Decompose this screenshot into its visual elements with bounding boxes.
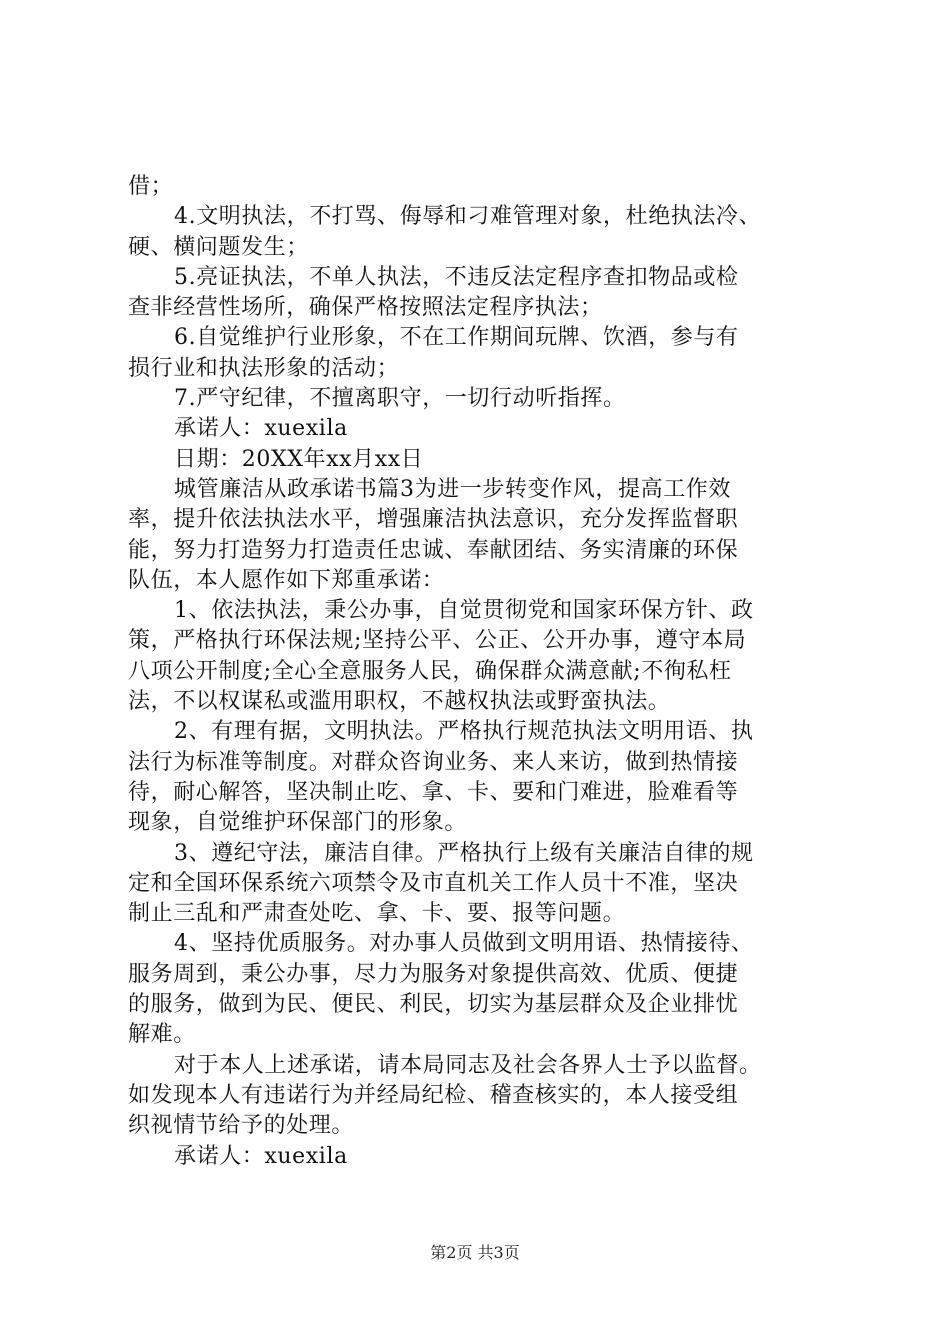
text-line: 解难。 [128,1022,196,1048]
document-body [128,172,840,1172]
text-line: 日期：20XX年xx月xx日 [174,446,424,472]
text-line: 队伍，本人愿作如下郑重承诺： [128,567,445,593]
text-line: 1、依法执法，秉公办事，自觉贯彻党和国家环保方针、政 [174,598,754,624]
text-line: 6.自觉维护行业形象，不在工作期间玩牌、饮酒，参与有 [174,325,739,351]
text-line: 承诺人：xuexila [174,1143,348,1169]
text-line: 如发现本人有违诺行为并经局纪检、稽查核实的，本人接受组 [128,1082,739,1108]
text-line: 借； [128,174,174,199]
text-line: 织视情节给予的处理。 [128,1113,355,1139]
text-line: 城管廉洁从政承诺书篇3为进一步转变作风，提高工作效 [174,476,731,502]
text-line: 4.文明执法，不打骂、侮辱和刁难管理对象，杜绝执法冷、 [174,204,762,230]
text-line: 策，严格执行环保法规;坚持公平、公正、公开办事，遵守本局 [128,628,747,654]
text-line: 定和全国环保系统六项禁令及市直机关工作人员十不准，坚决 [128,870,739,896]
text-line: 率，提升依法执法水平，增强廉洁执法意识，充分发挥监督职 [128,507,739,533]
text-line: 5.亮证执法，不单人执法，不违反法定程序查扣物品或检 [174,264,739,290]
text-line: 损行业和执法形象的活动； [128,355,400,381]
text-line: 能，努力打造努力打造责任忠诚、奉献团结、务实清廉的环保 [128,537,739,563]
text-line: 查非经营性场所，确保严格按照法定程序执法； [128,295,603,321]
text-line: 7.严守纪律，不擅离职守，一切行动听指挥。 [174,386,626,412]
text-line: 对于本人上述承诺，请本局同志及社会各界人士予以监督。 [174,1052,762,1078]
text-line: 3、遵纪守法，廉洁自律。严格执行上级有关廉洁自律的规 [174,840,754,866]
text-line: 八项公开制度;全心全意服务人民，确保群众满意献;不徇私枉 [128,658,732,684]
text-line: 的服务，做到为民、便民、利民，切实为基层群众及企业排忧 [128,992,739,1018]
text-line: 服务周到，秉公办事，尽力为服务对象提供高效、优质、便捷 [128,961,739,987]
page-footer: 第2页 共3页 [430,1243,520,1262]
text-line: 现象，自觉维护环保部门的形象。 [128,810,468,836]
text-line: 法，不以权谋私或滥用职权，不越权执法或野蛮执法。 [128,689,671,715]
text-line: 制止三乱和严肃查处吃、拿、卡、要、报等问题。 [128,901,626,927]
text-line: 法行为标准等制度。对群众咨询业务、来人来访，做到热情接 [128,749,739,775]
text-line: 承诺人：xuexila [174,416,348,442]
text-line: 硬、横问题发生； [128,234,309,260]
text-line: 待，耐心解答，坚决制止吃、拿、卡、要和门难进，脸难看等 [128,779,739,805]
text-line: 4、坚持优质服务。对办事人员做到文明用语、热情接待、 [174,931,754,957]
text-line: 2、有理有据，文明执法。严格执行规范执法文明用语、执 [174,719,754,745]
